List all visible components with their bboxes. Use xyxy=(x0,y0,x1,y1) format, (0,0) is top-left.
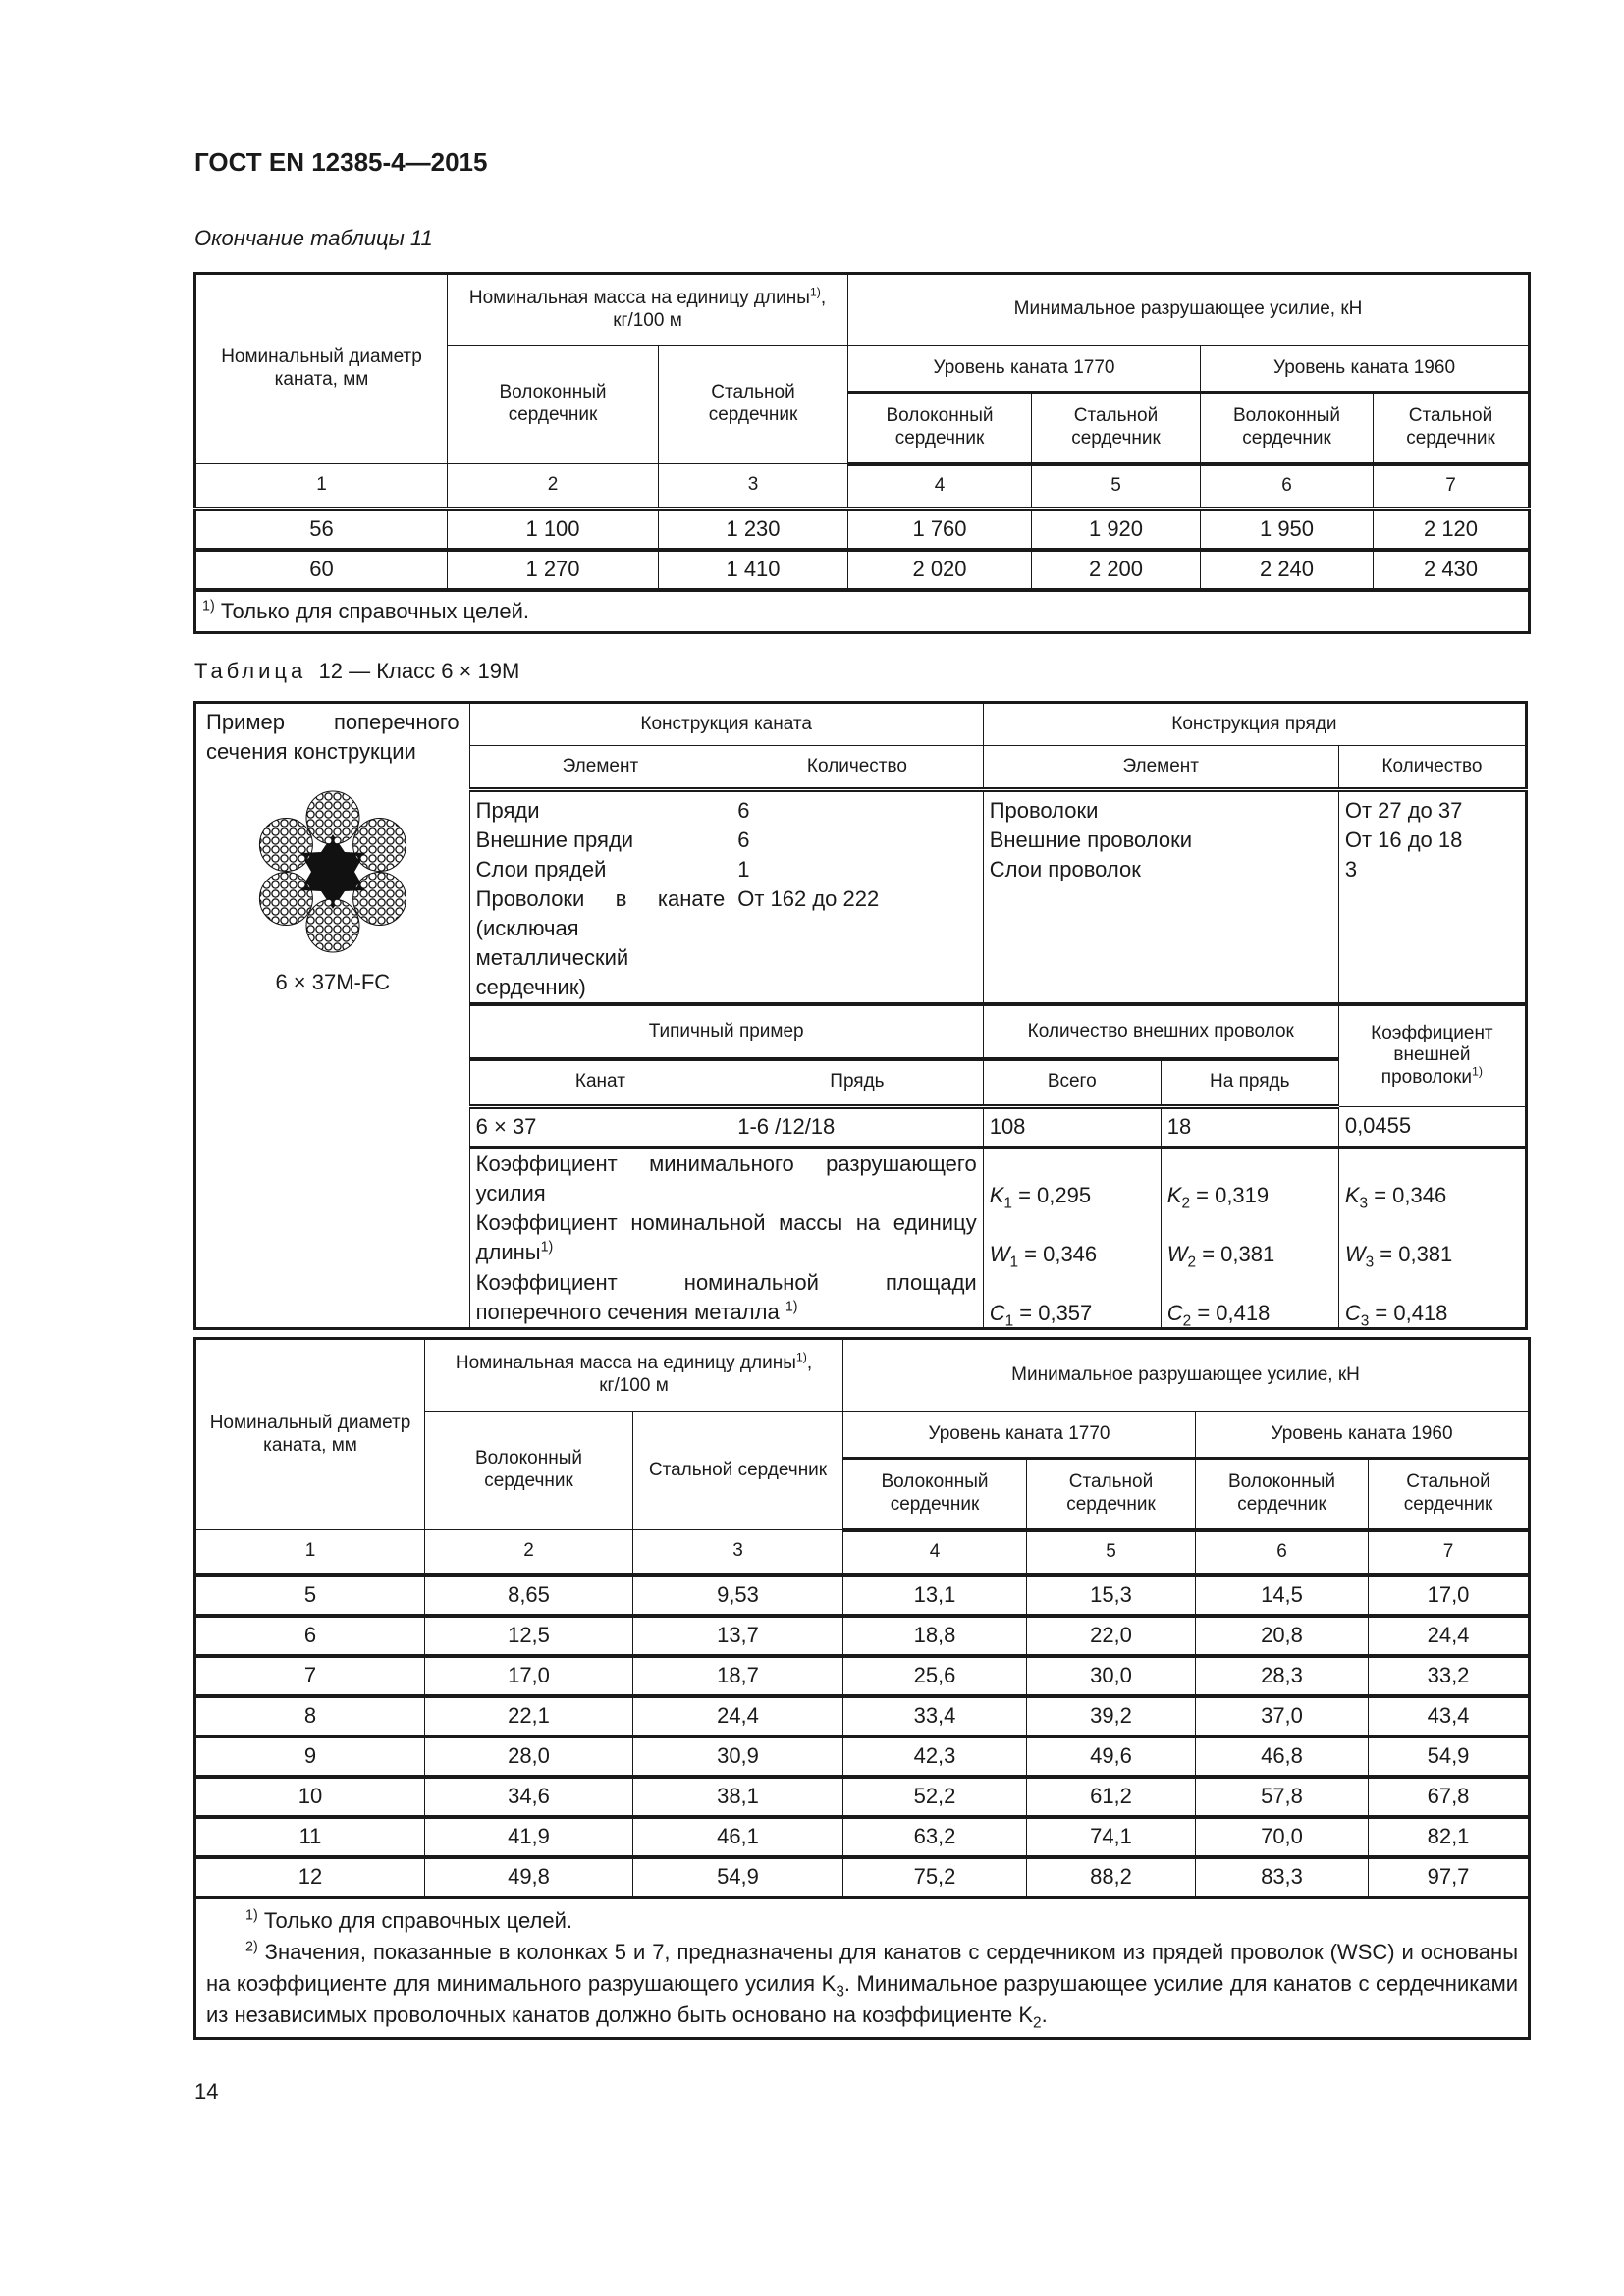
col-number: 7 xyxy=(1369,1530,1530,1575)
header-diameter: Номинальный диаметр каната, мм xyxy=(195,274,448,464)
factor-w3: $W_3 = 0,381$ xyxy=(1338,1208,1526,1267)
cell: 12,5 xyxy=(425,1616,633,1656)
strand-quantities-list xyxy=(1338,790,1526,1005)
cell: 2 240 xyxy=(1201,550,1374,590)
factor-label-k: Коэффициент минимального разрушающего усилия xyxy=(469,1148,983,1208)
cell: 46,1 xyxy=(633,1817,843,1857)
cell: 13,1 xyxy=(843,1575,1027,1616)
col-number: 7 xyxy=(1374,464,1530,509)
header-steel-core: Стальной сердечник xyxy=(1032,393,1201,464)
col-number: 5 xyxy=(1032,464,1201,509)
cell: 49,8 xyxy=(425,1857,633,1897)
table-row xyxy=(195,1656,1530,1696)
cell: 49,6 xyxy=(1027,1736,1196,1777)
header-steel-core: Стальной сердечник xyxy=(633,1412,843,1530)
cell: 41,9 xyxy=(425,1817,633,1857)
table-row xyxy=(195,550,1530,590)
col-number: 3 xyxy=(633,1530,843,1575)
header-strand: Прядь xyxy=(731,1059,984,1106)
cell: 30,9 xyxy=(633,1736,843,1777)
cell: 1 100 xyxy=(448,509,659,550)
table-12-construction xyxy=(193,701,1528,1330)
cell: 70,0 xyxy=(1196,1817,1369,1857)
cell: 12 xyxy=(195,1857,425,1897)
cell: 1 760 xyxy=(848,509,1032,550)
cell: 63,2 xyxy=(843,1817,1027,1857)
header-steel-core: Стальной сердечник xyxy=(1027,1459,1196,1530)
table12-footnotes xyxy=(195,1897,1530,2039)
cell: 67,8 xyxy=(1369,1777,1530,1817)
table-row xyxy=(195,1696,1530,1736)
table12-title: Таблица 12 — Класс 6 × 19М xyxy=(194,659,520,683)
cell: 88,2 xyxy=(1027,1857,1196,1897)
cell: 1 270 xyxy=(448,550,659,590)
list-item: 1 xyxy=(737,857,750,881)
table-row xyxy=(195,1736,1530,1777)
cell: 46,8 xyxy=(1196,1736,1369,1777)
cell: 42,3 xyxy=(843,1736,1027,1777)
cell: 60 xyxy=(195,550,448,590)
factor-k2: $K_2 = 0,319$ xyxy=(1161,1148,1338,1208)
cell: 9 xyxy=(195,1736,425,1777)
cell: 8,65 xyxy=(425,1575,633,1616)
cell: 1 950 xyxy=(1201,509,1374,550)
cell: 33,2 xyxy=(1369,1656,1530,1696)
cell: 18,7 xyxy=(633,1656,843,1696)
header-diameter: Номинальный диаметр каната, мм xyxy=(195,1339,425,1530)
header-grade-1770: Уровень каната 1770 xyxy=(843,1412,1196,1459)
cell: 15,3 xyxy=(1027,1575,1196,1616)
document-title: ГОСТ EN 12385-4—2015 xyxy=(194,147,488,177)
header-per-strand: На прядь xyxy=(1161,1059,1338,1106)
list-item: 6 xyxy=(737,828,750,852)
header-rope-construction: Конструкция каната xyxy=(469,703,983,746)
cell: 1 410 xyxy=(659,550,848,590)
rope-cross-section-icon xyxy=(249,788,416,955)
cell: 8 xyxy=(195,1696,425,1736)
cell: 17,0 xyxy=(1369,1575,1530,1616)
header-mass: Номинальная масса на единицу длины$^{1)}$, кг/100 м xyxy=(425,1339,843,1412)
header-fiber-core: Волоконный сердечник xyxy=(1196,1459,1369,1530)
cell: 74,1 xyxy=(1027,1817,1196,1857)
example-per-strand: 18 xyxy=(1161,1106,1338,1148)
cell: 75,2 xyxy=(843,1857,1027,1897)
list-item: 3 xyxy=(1344,857,1358,881)
header-element: Элемент xyxy=(983,746,1338,790)
cell: 20,8 xyxy=(1196,1616,1369,1656)
table-11 xyxy=(193,272,1531,634)
cell: 22,0 xyxy=(1027,1616,1196,1656)
header-grade-1960: Уровень каната 1960 xyxy=(1201,346,1530,393)
col-number: 2 xyxy=(448,464,659,509)
cell: 61,2 xyxy=(1027,1777,1196,1817)
header-rope: Канат xyxy=(469,1059,731,1106)
cell: 18,8 xyxy=(843,1616,1027,1656)
header-steel-core: Стальной сердечник xyxy=(1369,1459,1530,1530)
table-12-data xyxy=(193,1337,1531,2040)
header-fiber-core: Волоконный сердечник xyxy=(843,1459,1027,1530)
factor-label-c: Коэффициент номинальной площади поперечного сечения металла $^{1)}$ xyxy=(469,1267,983,1328)
cell: 1 920 xyxy=(1032,509,1201,550)
example-total: 108 xyxy=(983,1106,1161,1148)
example-rope: 6 × 37 xyxy=(469,1106,731,1148)
list-item: От 27 до 37 xyxy=(1344,798,1463,823)
cell: 14,5 xyxy=(1196,1575,1369,1616)
col-number: 3 xyxy=(659,464,848,509)
col-number: 6 xyxy=(1201,464,1374,509)
cell: 2 200 xyxy=(1032,550,1201,590)
strand-elements-list xyxy=(983,790,1338,1005)
col-number: 4 xyxy=(843,1530,1027,1575)
header-fiber-core: Волоконный сердечник xyxy=(848,393,1032,464)
page-number: 14 xyxy=(194,2079,219,2104)
header-total: Всего xyxy=(983,1059,1161,1106)
header-steel-core: Стальной сердечник xyxy=(659,346,848,464)
list-item: Слои проволок xyxy=(989,857,1141,881)
footnote-2: $^{2)}$ Значения, показанные в колонках 5 и 7, предназначены для канатов с сердечником из прядей проволок (WSC) и основаны на коэффициенте для минимального разрушающего усилия $K_3$. Минимальное разрушающее усилие для канатов с сердечниками из независимых проволочных канатов должно быть основано на коэффициенте $K_2$. xyxy=(206,1939,1519,2031)
header-typical-example: Типичный пример xyxy=(469,1004,983,1059)
cell: 28,3 xyxy=(1196,1656,1369,1696)
header-force: Минимальное разрушающее усилие, кН xyxy=(843,1339,1530,1412)
cell: 83,3 xyxy=(1196,1857,1369,1897)
cell: 2 120 xyxy=(1374,509,1530,550)
cell: 52,2 xyxy=(843,1777,1027,1817)
factor-k3: $K_3 = 0,346$ xyxy=(1338,1148,1526,1208)
header-mass: Номинальная масса на единицу длины$^{1)}$, кг/100 м xyxy=(448,274,848,346)
cell: 56 xyxy=(195,509,448,550)
header-grade-1960: Уровень каната 1960 xyxy=(1196,1412,1530,1459)
cell: 13,7 xyxy=(633,1616,843,1656)
cell: 82,1 xyxy=(1369,1817,1530,1857)
cross-section-cell xyxy=(195,703,470,1329)
cell: 9,53 xyxy=(633,1575,843,1616)
list-item: От 16 до 18 xyxy=(1344,828,1463,852)
footnote-1: $^{1)}$ Только для справочных целей. xyxy=(245,1907,572,1933)
cell: 39,2 xyxy=(1027,1696,1196,1736)
header-element: Элемент xyxy=(469,746,731,790)
list-item: От 162 до 222 xyxy=(737,886,880,911)
table11-footnote: $^{1)}$ Только для справочных целей. xyxy=(195,590,1530,633)
cell: 2 020 xyxy=(848,550,1032,590)
table11-continuation-label: Окончание таблицы 11 xyxy=(194,226,433,250)
list-item: Проволоки в канате (исключая металлический сердечник) xyxy=(475,886,726,999)
cell: 34,6 xyxy=(425,1777,633,1817)
cell: 54,9 xyxy=(633,1857,843,1897)
header-fiber-core: Волоконный сердечник xyxy=(425,1412,633,1530)
header-steel-core: Стальной сердечник xyxy=(1374,393,1530,464)
cross-section-label: Пример поперечного сечения конструкции xyxy=(206,710,460,764)
factor-c2: $C_2 = 0,418$ xyxy=(1161,1267,1338,1328)
col-number: 4 xyxy=(848,464,1032,509)
header-quantity: Количество xyxy=(1338,746,1526,790)
header-quantity: Количество xyxy=(731,746,984,790)
cell: 57,8 xyxy=(1196,1777,1369,1817)
cell: 17,0 xyxy=(425,1656,633,1696)
cell: 38,1 xyxy=(633,1777,843,1817)
cell: 5 xyxy=(195,1575,425,1616)
cell: 11 xyxy=(195,1817,425,1857)
cell: 10 xyxy=(195,1777,425,1817)
header-strand-construction: Конструкция пряди xyxy=(983,703,1526,746)
table-row xyxy=(195,1575,1530,1616)
cell: 2 430 xyxy=(1374,550,1530,590)
cell: 24,4 xyxy=(633,1696,843,1736)
factor-k1: $K_1 = 0,295$ xyxy=(983,1148,1161,1208)
cell: 7 xyxy=(195,1656,425,1696)
cell: 24,4 xyxy=(1369,1616,1530,1656)
factor-w1: $W_1 = 0,346$ xyxy=(983,1208,1161,1267)
header-fiber-core: Волоконный сердечник xyxy=(448,346,659,464)
factor-w2: $W_2 = 0,381$ xyxy=(1161,1208,1338,1267)
cell: 6 xyxy=(195,1616,425,1656)
cell: 97,7 xyxy=(1369,1857,1530,1897)
cell: 43,4 xyxy=(1369,1696,1530,1736)
list-item: Внешние пряди xyxy=(475,828,634,852)
example-strand: 1-6 /12/18 xyxy=(731,1106,984,1148)
list-item: Проволоки xyxy=(989,798,1099,823)
cell: 25,6 xyxy=(843,1656,1027,1696)
list-item: Внешние проволоки xyxy=(989,828,1193,852)
cell: 33,4 xyxy=(843,1696,1027,1736)
rope-elements-list xyxy=(469,790,731,1005)
factor-c3: $C_3 = 0,418$ xyxy=(1338,1267,1526,1328)
table-row xyxy=(195,1857,1530,1897)
cell: 37,0 xyxy=(1196,1696,1369,1736)
col-number: 5 xyxy=(1027,1530,1196,1575)
cell: 28,0 xyxy=(425,1736,633,1777)
rope-quantities-list xyxy=(731,790,984,1005)
header-grade-1770: Уровень каната 1770 xyxy=(848,346,1201,393)
factor-c1: $C_1 = 0,357$ xyxy=(983,1267,1161,1328)
table-row xyxy=(195,509,1530,550)
table-row xyxy=(195,1777,1530,1817)
cell: 22,1 xyxy=(425,1696,633,1736)
table-row xyxy=(195,1616,1530,1656)
col-number: 6 xyxy=(1196,1530,1369,1575)
header-force: Минимальное разрушающее усилие, кН xyxy=(848,274,1530,346)
cell: 1 230 xyxy=(659,509,848,550)
factor-label-w: Коэффициент номинальной массы на единицу длины$^{1)}$ xyxy=(469,1208,983,1267)
cell: 30,0 xyxy=(1027,1656,1196,1696)
list-item: Слои прядей xyxy=(475,857,607,881)
header-outer-wire-factor: Коэффициент внешней проволоки$^{1)}$ xyxy=(1338,1004,1526,1106)
table-row xyxy=(195,1817,1530,1857)
cross-section-caption: 6 × 37M-FC xyxy=(275,970,391,995)
example-factor: 0,0455 xyxy=(1338,1106,1526,1148)
col-number: 1 xyxy=(195,1530,425,1575)
cell: 54,9 xyxy=(1369,1736,1530,1777)
col-number: 2 xyxy=(425,1530,633,1575)
list-item: Пряди xyxy=(475,798,540,823)
header-fiber-core: Волоконный сердечник xyxy=(1201,393,1374,464)
header-outer-wires-count: Количество внешних проволок xyxy=(983,1004,1338,1059)
list-item: 6 xyxy=(737,798,750,823)
col-number: 1 xyxy=(195,464,448,509)
